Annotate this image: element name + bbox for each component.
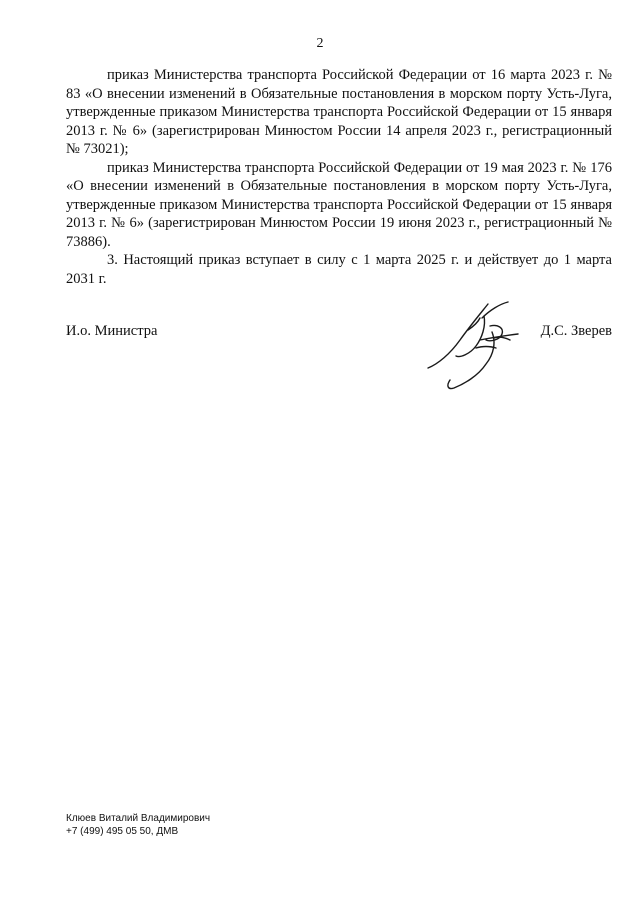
- signatory-position: И.о. Министра: [66, 323, 158, 339]
- paragraph-effective-date: 3. Настоящий приказ вступает в силу с 1 марта 2025 г. и действует до 1 марта 2031 г.: [66, 252, 612, 287]
- paragraph-order-176: приказ Министерства транспорта Российской Федерации от 19 мая 2023 г. № 176 «О внесении изменений в Обязательные постановления в морском порту Усть-Луга, утвержденные приказом Министерства транспорта Российской Федерации от 15 января 2013 г. № 6» (зарегистрирован Минюстом России 19 июня 2023 г., регистрационный № 73886).: [66, 159, 612, 250]
- handwritten-signature: [420, 296, 540, 396]
- document-body: [66, 66, 612, 288]
- executor-info: [66, 812, 210, 838]
- executor-name: Клюев Виталий Владимирович: [66, 813, 211, 824]
- page-number: 2: [316, 36, 324, 51]
- executor-phone: +7 (499) 495 05 50, ДМВ: [66, 826, 179, 837]
- paragraph-order-83: приказ Министерства транспорта Российской Федерации от 16 марта 2023 г. № 83 «О внесении изменений в Обязательные постановления в морском порту Усть-Луга, утвержденные приказом Министерства транспорта Российской Федерации от 15 января 2013 г. № 6» (зарегистрирован Минюстом России 14 апреля 2023 г., регистрационный № 73021);: [66, 67, 612, 157]
- signatory-name: Д.С. Зверев: [540, 323, 612, 339]
